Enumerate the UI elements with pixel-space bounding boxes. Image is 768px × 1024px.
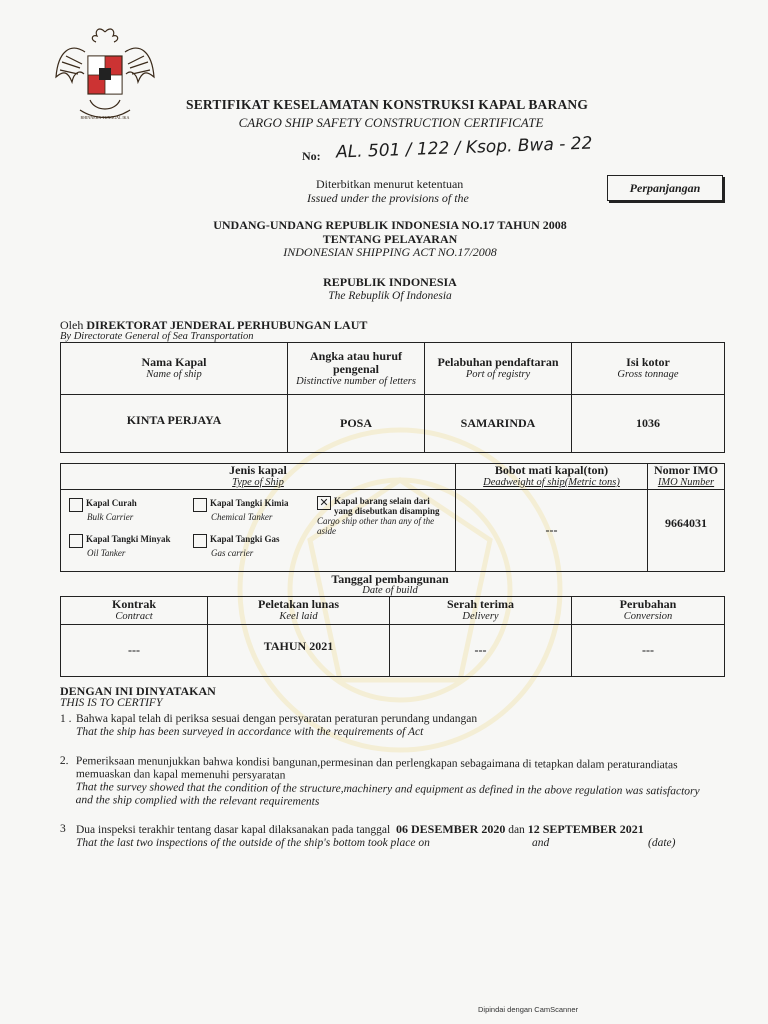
other-cargo-label: Kapal barang selain dari yang disebutkan disamping	[334, 496, 440, 516]
type-oil-tanker	[69, 534, 194, 558]
conversion-value: ---	[572, 625, 725, 677]
header-port-id: Pelabuhan pendaftaran	[437, 355, 559, 369]
item-3-text-en: That the last two inspections of the outside of the ship's bottom took place on	[76, 837, 430, 849]
header-deadweight	[456, 464, 648, 490]
issued-label: Diterbitkan menurut ketentuan	[316, 177, 464, 191]
oil-tanker-label-en: Oil Tanker	[87, 548, 126, 558]
port-value: SAMARINDA	[425, 395, 572, 453]
type-other-cargo	[317, 496, 445, 536]
item-1-number: 1 .	[60, 713, 72, 725]
header-conversion	[572, 597, 725, 625]
header-ship-type	[61, 464, 456, 490]
act-subtitle: TENTANG PELAYARAN	[322, 232, 458, 246]
chemical-tanker-label-en: Chemical Tanker	[211, 512, 273, 522]
header-deadweight-id: Bobot mati kapal(ton)	[494, 463, 609, 477]
build-date-title: Tanggal pembangunan	[331, 572, 449, 586]
imo-value: 9664031	[648, 490, 725, 572]
gas-carrier-label: Kapal Tangki Gas	[210, 534, 280, 544]
gas-carrier-checkbox	[193, 534, 207, 548]
gas-carrier-label-en: Gas carrier	[211, 548, 254, 558]
ship-type-cell	[61, 490, 456, 572]
item-1-text: Bahwa kapal telah di periksa sesuai dengan persyaratan peraturan perundang undangan	[76, 713, 478, 725]
build-date-table	[60, 596, 725, 677]
header-delivery	[390, 597, 572, 625]
header-contract-en: Contract	[115, 611, 153, 622]
type-chemical-tanker	[193, 498, 308, 522]
delivery-value: ---	[390, 625, 572, 677]
item-2-text: Pemeriksaan menunjukkan bahwa kondisi bangunan,permesinan dan perlengkapan sebagaimana di tetapkan dalam peraturandiatas memuaskan dan kapal memenuhi persyaratan	[75, 755, 678, 782]
keel-laid-value: TAHUN 2021	[208, 625, 390, 677]
scanner-footer: Dipindai dengan CamScanner	[478, 1005, 579, 1014]
certify-item-1	[60, 713, 660, 739]
chemical-tanker-label: Kapal Tangki Kimia	[210, 498, 289, 508]
item-2-number: 2.	[59, 755, 69, 768]
inspection-date-1: 06 DESEMBER 2020	[395, 822, 506, 836]
deadweight-value: ---	[456, 490, 648, 572]
header-conversion-en: Conversion	[623, 611, 673, 622]
emblem-motto: BHINNEKA TUNGGAL IKA	[80, 115, 130, 120]
extension-badge: Perpanjangan	[607, 175, 723, 201]
header-keel-laid-en: Keel laid	[279, 611, 318, 622]
item-3-number: 3	[60, 823, 66, 835]
header-imo-en: IMO Number	[657, 477, 715, 488]
date-label-en: (date)	[648, 837, 676, 849]
header-port-en: Port of registry	[465, 369, 531, 380]
issued-label-en: Issued under the provisions of the	[307, 191, 469, 205]
tonnage-value: 1036	[572, 395, 725, 453]
certify-heading: DENGAN INI DINYATAKAN	[60, 684, 216, 698]
certificate-number: AL. 501 / 122 / Ksop. Bwa - 22	[335, 133, 593, 163]
contract-value: ---	[61, 625, 208, 677]
header-delivery-en: Delivery	[462, 611, 499, 622]
ship-type-table	[60, 463, 725, 572]
ship-name-value: KINTA PERJAYA	[61, 395, 288, 453]
header-tonnage-id: Isi kotor	[626, 355, 670, 369]
issuer-prefix: Oleh	[60, 318, 84, 332]
issuer-name: DIREKTORAT JENDERAL PERHUBUNGAN LAUT	[86, 318, 368, 332]
header-contract-id: Kontrak	[111, 597, 156, 611]
bulk-carrier-label: Kapal Curah	[86, 498, 137, 508]
header-ship-type-id: Jenis kapal	[229, 463, 287, 477]
certificate-title-en: CARGO SHIP SAFETY CONSTRUCTION CERTIFICATE	[238, 115, 544, 130]
item-3-text: Dua inspeksi terakhir tentang dasar kapal dilaksanakan pada tanggal	[76, 824, 391, 836]
item-2-text-en: That the survey showed that the condition of the structure,machinery and equipment as defined in the above regulation was satisfactory and the ship complied with the relevant requirements	[75, 781, 700, 808]
header-distinctive-en: Distinctive number of letters	[296, 375, 416, 387]
header-tonnage	[572, 343, 725, 395]
certify-heading-en: THIS IS TO CERTIFY	[60, 697, 163, 709]
build-date-title-en: Date of build	[362, 585, 418, 596]
bulk-carrier-checkbox	[69, 498, 83, 512]
header-distinctive-id: Angka atau huruf pengenal	[309, 348, 403, 376]
garuda-emblem-icon	[50, 22, 160, 127]
act-title: UNDANG-UNDANG REPUBLIK INDONESIA NO.17 TAHUN 2008	[213, 218, 567, 232]
header-ship-type-en: Type of Ship	[232, 477, 284, 488]
certificate-title: SERTIFIKAT KESELAMATAN KONSTRUKSI KAPAL BARANG	[186, 97, 589, 112]
type-bulk-carrier	[69, 498, 184, 522]
issuer-en: By Directorate General of Sea Transportation	[60, 331, 254, 342]
country-name-en: The Rebuplik Of Indonesia	[328, 290, 452, 302]
other-cargo-checkbox: ✕	[317, 496, 331, 510]
bulk-carrier-label-en: Bulk Carrier	[87, 512, 134, 522]
number-label: No:	[302, 149, 321, 163]
other-cargo-label-en: Cargo ship other than any of the aside	[317, 516, 435, 536]
header-tonnage-en: Gross tonnage	[617, 369, 679, 380]
oil-tanker-label: Kapal Tangki Minyak	[86, 534, 171, 544]
header-delivery-id: Serah terima	[447, 597, 514, 611]
header-ship-name-en: Name of ship	[146, 369, 202, 380]
oil-tanker-checkbox	[69, 534, 83, 548]
ship-particulars-table	[60, 342, 725, 453]
chemical-tanker-checkbox	[193, 498, 207, 512]
country-name: REPUBLIK INDONESIA	[323, 275, 457, 289]
header-ship-name	[61, 343, 288, 395]
header-port	[425, 343, 572, 395]
header-keel-laid-id: Peletakan lunas	[257, 597, 339, 611]
header-deadweight-en: Deadweight of ship(Metric tons)	[483, 477, 620, 488]
inspection-date-2: 12 SEPTEMBER 2021	[527, 822, 644, 836]
header-keel-laid	[208, 597, 390, 625]
header-distinctive	[288, 343, 425, 395]
act-title-en: INDONESIAN SHIPPING ACT NO.17/2008	[283, 245, 497, 259]
header-imo	[648, 464, 725, 490]
distinctive-value: POSA	[288, 395, 425, 453]
certify-item-2	[60, 755, 700, 811]
type-gas-carrier	[193, 534, 308, 558]
date-conjunction-en: and	[532, 837, 550, 849]
header-imo-id: Nomor IMO	[653, 463, 719, 477]
header-contract	[61, 597, 208, 625]
date-conjunction: dan	[508, 824, 525, 836]
certify-item-3	[60, 823, 710, 850]
header-conversion-id: Perubahan	[619, 597, 677, 611]
header-ship-name-id: Nama Kapal	[141, 355, 207, 369]
item-1-text-en: That the ship has been surveyed in accordance with the requirements of Act	[76, 726, 424, 738]
